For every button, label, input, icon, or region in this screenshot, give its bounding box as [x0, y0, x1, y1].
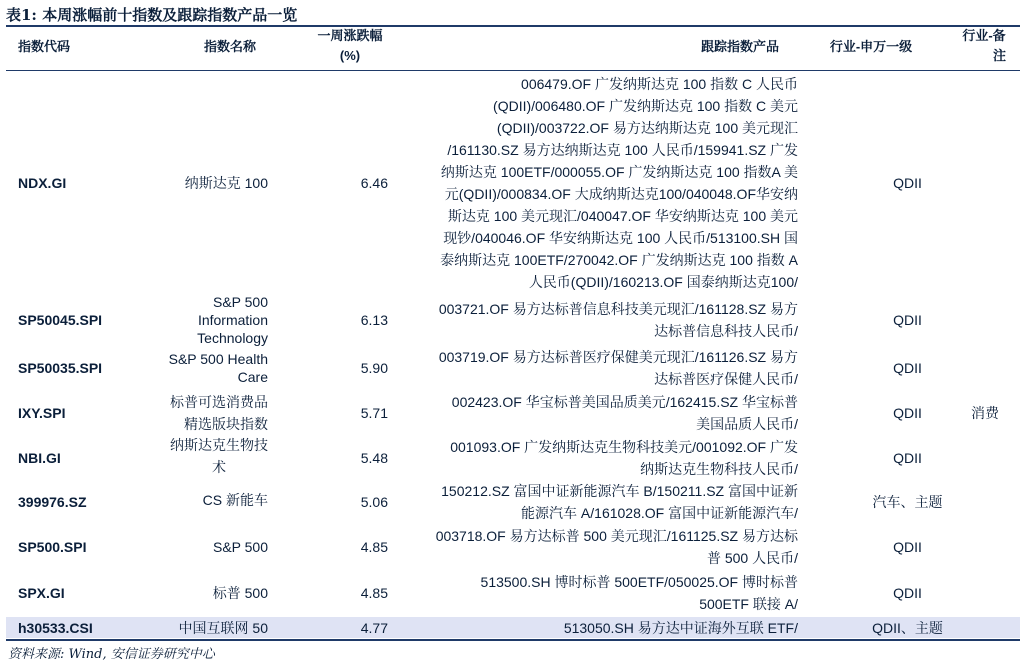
product-line: (QDII)/003722.OF 易方达纳斯达克 100 美元现汇	[496, 120, 798, 136]
row-code: SP500.SPI	[18, 539, 87, 555]
product-line: 泰纳斯达克 100ETF/270042.OF 广发纳斯达克 100 指数 A	[440, 252, 798, 268]
product-line: 纳斯达克 100ETF/000055.OF 广发纳斯达克 100 指数A 美	[440, 164, 798, 180]
name-line: 精选版块指数	[184, 416, 268, 432]
product-line: 003721.OF 易方达标普信息科技美元现汇/161128.SZ 易方	[438, 301, 798, 317]
row-change: 4.77	[360, 619, 388, 636]
product-line: 美国品质人民币/	[696, 416, 798, 432]
row-industry: QDII	[893, 312, 922, 328]
product-line: 斯达克 100 美元现汇/040047.OF 华安纳斯达克 100 美元	[447, 208, 798, 224]
row-industry: QDII	[893, 585, 922, 601]
product-line: 现钞/040046.OF 华安纳斯达克 100 人民币/513100.SH 国	[443, 230, 798, 246]
row-products	[408, 346, 798, 390]
row-code: NBI.GI	[18, 450, 61, 466]
product-line: 513050.SH 易方达中证海外互联 ETF/	[563, 619, 798, 636]
row-name	[150, 390, 268, 436]
row-products	[408, 390, 798, 436]
row-change: 5.48	[360, 450, 388, 466]
product-line: 500ETF 联接 A/	[699, 596, 798, 612]
row-products	[408, 294, 798, 346]
product-line: 达标普信息科技人民币/	[654, 323, 798, 339]
row-industry: QDII	[893, 539, 922, 555]
row-change: 5.06	[360, 494, 388, 510]
row-industry: QDII	[893, 405, 922, 421]
row-industry: QDII	[893, 360, 922, 376]
header-change	[300, 26, 400, 66]
name-line: S&P 500 Health	[168, 351, 268, 367]
header-change-line1: 一周涨跌幅	[317, 28, 383, 43]
row-industry: QDII	[893, 450, 922, 466]
row-code: h30533.CSI	[18, 619, 93, 636]
product-line: 001093.OF 广发纳斯达克生物科技美元/001092.OF 广发	[450, 439, 798, 455]
row-code: 399976.SZ	[18, 494, 87, 510]
row-name: CS 新能车	[202, 492, 268, 508]
row-name	[150, 434, 268, 478]
product-line: 人民币(QDII)/160213.OF 国泰纳斯达克100/	[528, 274, 798, 290]
row-products	[408, 72, 798, 294]
header-change-line2: (%)	[339, 48, 361, 63]
table-title: 表1: 本周涨幅前十指数及跟踪指数产品一览	[6, 6, 298, 24]
product-line: 002423.OF 华宝标普美国品质美元/162415.SZ 华宝标普	[451, 394, 798, 410]
header-note	[950, 26, 1018, 66]
row-change: 5.90	[360, 360, 388, 376]
row-products	[408, 617, 798, 638]
product-line: 能源汽车 A/161028.OF 富国中证新能源汽车/	[521, 505, 798, 521]
row-products	[408, 480, 798, 524]
product-line: 513500.SH 博时标普 500ETF/050025.OF 博时标普	[480, 574, 798, 590]
row-code: SPX.GI	[18, 585, 65, 601]
product-line: /161130.SZ 易方达纳斯达克 100 人民币/159941.SZ 广发	[447, 142, 798, 158]
name-line: 术	[212, 459, 226, 475]
top-rule	[6, 25, 1020, 27]
row-code: SP50045.SPI	[18, 312, 103, 328]
name-line: Information	[197, 312, 268, 328]
header-name: 指数名称	[203, 39, 256, 54]
name-line: 纳斯达克生物技	[170, 437, 268, 453]
header-note-line1: 行业-备	[962, 28, 1006, 43]
header-rule	[6, 70, 1020, 71]
row-name	[150, 294, 268, 346]
row-code: SP50035.SPI	[18, 360, 103, 376]
row-name: 中国互联网 50	[178, 619, 268, 636]
row-code: NDX.GI	[18, 175, 67, 191]
row-name: 纳斯达克 100	[184, 175, 268, 191]
product-line: 006479.OF 广发纳斯达克 100 指数 C 人民币	[521, 76, 798, 92]
bottom-rule	[6, 639, 1020, 641]
header-industry: 行业-申万一级	[829, 39, 913, 54]
row-note: 消费	[971, 405, 999, 421]
row-name: S&P 500	[212, 539, 268, 555]
header-products: 跟踪指数产品	[700, 39, 779, 54]
product-line: 达标普医疗保健人民币/	[654, 371, 798, 387]
row-products	[408, 524, 798, 570]
row-products	[408, 570, 798, 616]
product-line: 150212.SZ 富国中证新能源汽车 B/150211.SZ 富国中证新	[441, 483, 798, 499]
header-note-line2: 注	[992, 48, 1006, 63]
name-line: S&P 500	[212, 294, 268, 310]
row-industry: 汽车、主题	[872, 494, 943, 510]
row-name	[150, 346, 268, 390]
row-industry: QDII	[893, 175, 922, 191]
name-line: 标普可选消费品	[170, 394, 268, 410]
row-change: 5.71	[360, 405, 388, 421]
product-line: 003718.OF 易方达标普 500 美元现汇/161125.SZ 易方达标	[435, 528, 798, 544]
row-industry: QDII、主题	[872, 619, 943, 636]
row-code: IXY.SPI	[18, 405, 66, 421]
product-line: 纳斯达克生物科技人民币/	[640, 461, 798, 477]
row-change: 6.13	[360, 312, 388, 328]
product-line: 003719.OF 易方达标普医疗保健美元现汇/161126.SZ 易方	[438, 349, 798, 365]
product-line: 元(QDII)/000834.OF 大成纳斯达克100/040048.OF华安纳	[444, 186, 798, 202]
product-line: 普 500 人民币/	[706, 550, 798, 566]
row-name: 标普 500	[212, 585, 268, 601]
name-line: Care	[237, 369, 268, 385]
row-change: 4.85	[360, 585, 388, 601]
row-change: 4.85	[360, 539, 388, 555]
name-line: Technology	[197, 330, 268, 346]
row-change: 6.46	[360, 175, 388, 191]
row-products	[408, 436, 798, 480]
source-note: 资料来源: Wind, 安信证券研究中心	[8, 647, 215, 662]
header-code: 指数代码	[18, 39, 71, 54]
product-line: (QDII)/006480.OF 广发纳斯达克 100 指数 C 美元	[493, 98, 798, 114]
